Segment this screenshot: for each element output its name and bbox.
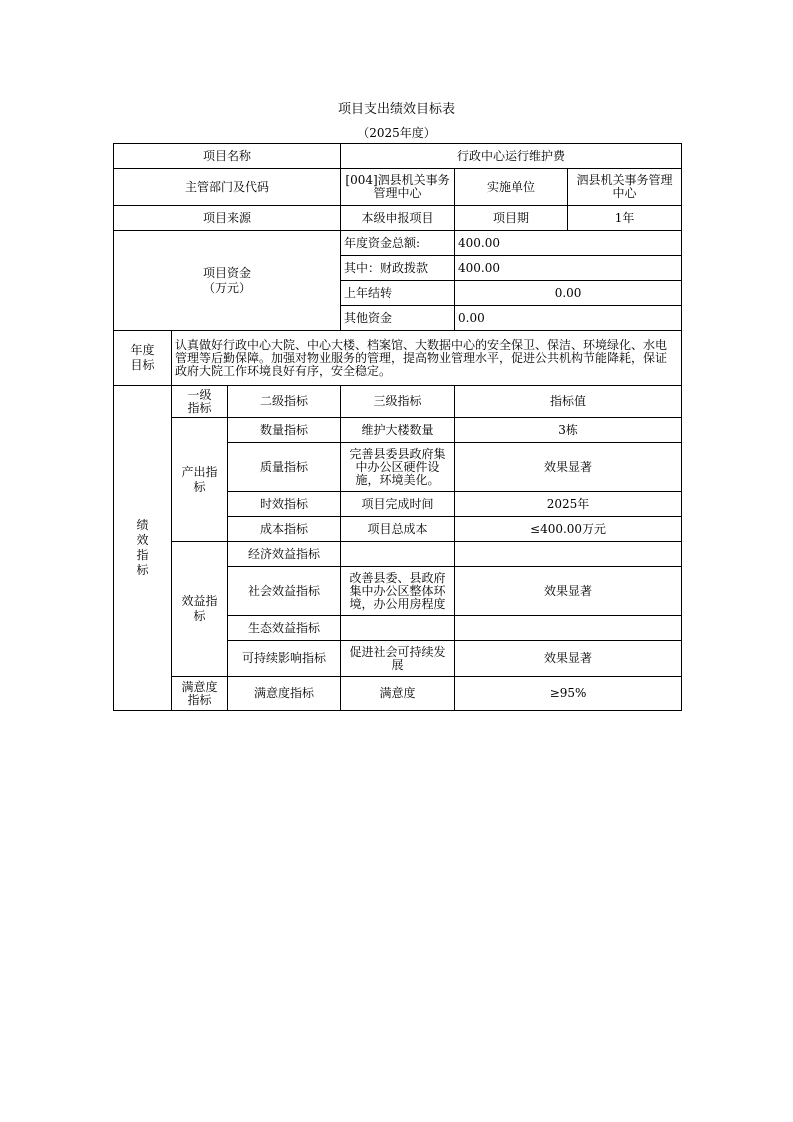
- level2-cell: 满意度指标: [228, 677, 341, 711]
- header-value: 指标值: [455, 386, 682, 418]
- row-indicator-header: [114, 386, 682, 418]
- level3-cell: [341, 616, 455, 641]
- label-project-name: 项目名称: [114, 144, 341, 169]
- table-row: [114, 418, 682, 443]
- value-project-name: 行政中心运行维护费: [341, 144, 682, 169]
- value-carryover: 0.00: [455, 281, 682, 306]
- level3-cell: 改善县委、县政府集中办公区整体环境，办公用房程度: [341, 567, 455, 616]
- level3-cell: 完善县委县政府集中办公区硬件设施，环境美化。: [341, 443, 455, 492]
- performance-target-table: [113, 143, 682, 711]
- level2-cell: 数量指标: [228, 418, 341, 443]
- value-impl-unit: 泗县机关事务管理中心: [568, 169, 682, 206]
- label-benefit-indicators: 效益指 标: [172, 542, 228, 677]
- label-impl-unit: 实施单位: [455, 169, 568, 206]
- value-other: 0.00: [455, 306, 682, 331]
- level3-cell: 满意度: [341, 677, 455, 711]
- value-cell: 效果显著: [455, 641, 682, 677]
- level2-cell: 经济效益指标: [228, 542, 341, 567]
- label-dept-code: 主管部门及代码: [114, 169, 341, 206]
- label-annual-goal: 年度 目标: [114, 331, 172, 386]
- label-source: 项目来源: [114, 206, 341, 231]
- header-level3: 三级指标: [341, 386, 455, 418]
- level2-cell: 时效指标: [228, 492, 341, 517]
- label-period: 项目期: [455, 206, 568, 231]
- table-row: [114, 542, 682, 567]
- label-funds: 项目资金 （万元）: [114, 231, 341, 331]
- label-fiscal: 其中：财政拨款: [341, 256, 455, 281]
- value-annual-goal: 认真做好行政中心大院、中心大楼、档案馆、大数据中心的安全保卫、保洁、环境绿化、水电管理等后勤保障。加强对物业服务的管理，提高物业管理水平，促进公共机构节能降耗，保证政府大院工作环境良好有序，安全稳定。: [172, 331, 682, 386]
- level3-cell: 促进社会可持续发展: [341, 641, 455, 677]
- value-source: 本级申报项目: [341, 206, 455, 231]
- value-cell: ≤400.00万元: [455, 517, 682, 542]
- label-satisfaction-indicators: 满意度 指标: [172, 677, 228, 711]
- level2-cell: 成本指标: [228, 517, 341, 542]
- level2-cell: 质量指标: [228, 443, 341, 492]
- value-cell: ≥95%: [455, 677, 682, 711]
- label-carryover: 上年结转: [341, 281, 455, 306]
- value-dept-code: [004]泗县机关事务管理中心: [341, 169, 455, 206]
- level2-cell: 社会效益指标: [228, 567, 341, 616]
- row-dept: [114, 169, 682, 206]
- page-title: 项目支出绩效目标表: [337, 102, 455, 117]
- row-funds-total: [114, 231, 682, 256]
- label-other: 其他资金: [341, 306, 455, 331]
- level2-cell: 生态效益指标: [228, 616, 341, 641]
- row-annual-goal: [114, 331, 682, 386]
- value-cell: 效果显著: [455, 567, 682, 616]
- level3-cell: 维护大楼数量: [341, 418, 455, 443]
- label-output-indicators: 产出指 标: [172, 418, 228, 542]
- level3-cell: 项目总成本: [341, 517, 455, 542]
- level3-cell: [341, 542, 455, 567]
- value-cell: [455, 542, 682, 567]
- page-subtitle-year: （2025年度）: [357, 126, 436, 140]
- level2-cell: 可持续影响指标: [228, 641, 341, 677]
- label-perf-indicators: 绩 效 指 标: [114, 386, 172, 711]
- value-fiscal: 400.00: [455, 256, 682, 281]
- value-cell: [455, 616, 682, 641]
- value-annual-total: 400.00: [455, 231, 682, 256]
- table-row: [114, 677, 682, 711]
- value-period: 1年: [568, 206, 682, 231]
- value-cell: 效果显著: [455, 443, 682, 492]
- value-cell: 3栋: [455, 418, 682, 443]
- row-project-name: [114, 144, 682, 169]
- header-level1: 一级 指标: [172, 386, 228, 418]
- level3-cell: 项目完成时间: [341, 492, 455, 517]
- value-cell: 2025年: [455, 492, 682, 517]
- row-source: [114, 206, 682, 231]
- label-annual-total: 年度资金总额:: [341, 231, 455, 256]
- header-level2: 二级指标: [228, 386, 341, 418]
